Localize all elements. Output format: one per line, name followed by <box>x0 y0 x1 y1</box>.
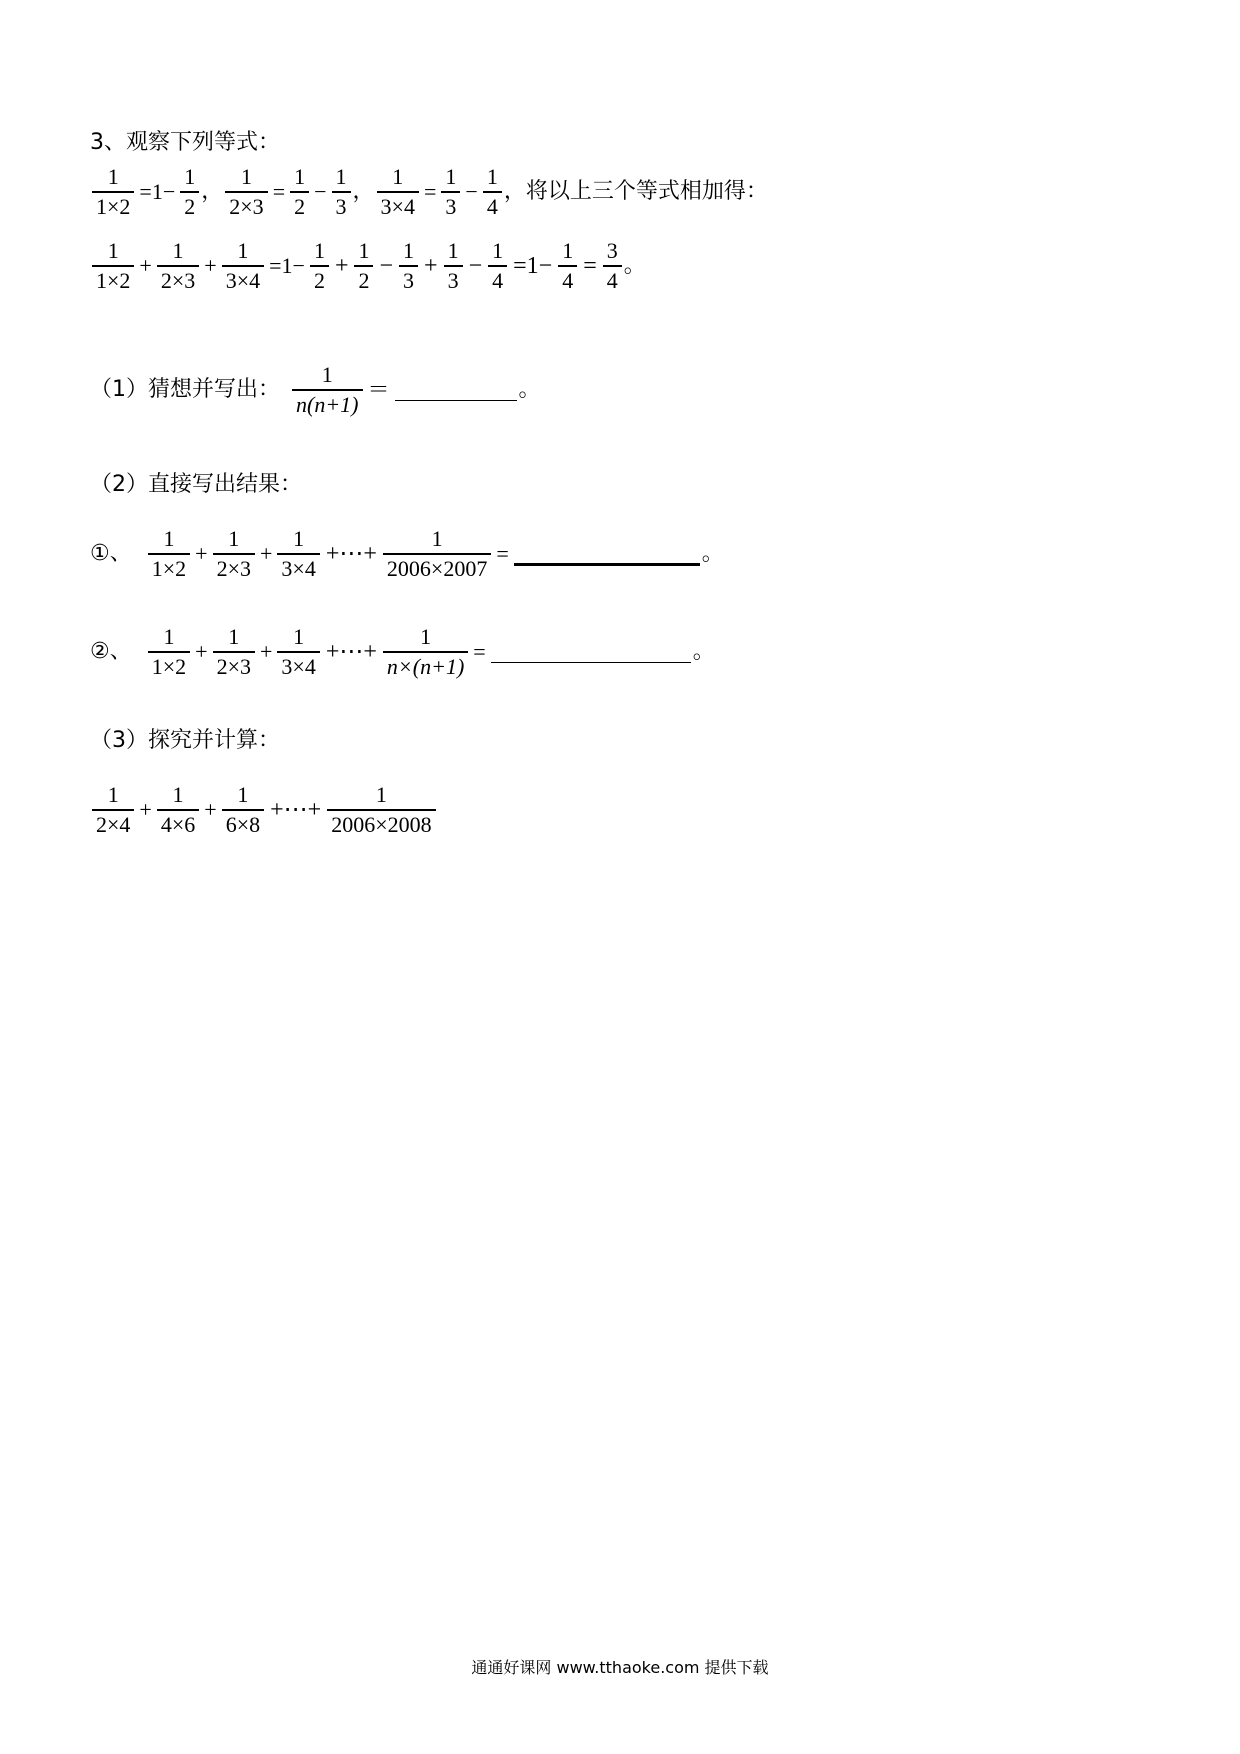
part-2-item-1: ①、 $\frac{1}{1\times 2}$ + $\frac{1}{2\times 3}$ + $\frac{1}{3\times 4}$ +⋯+ $\frac{1}{2006\times 2007}$ = 。 <box>90 526 724 581</box>
part-2-label: （2）直接写出结果： <box>90 472 302 497</box>
answer-blank[interactable] <box>514 541 700 566</box>
part-1-row: （1）猜想并写出： $\frac{1}{n(n+1)}$ ＝ 。 <box>90 362 541 417</box>
footer-credit: 通通好课网 www.tthaoke.com 提供下载 <box>471 1658 769 1677</box>
fraction: $\frac{1}{4\times 6}$ <box>157 784 199 836</box>
fraction: $\frac{1}{1\times 2}$ <box>92 240 134 292</box>
answer-blank[interactable] <box>395 378 517 401</box>
fraction: $\frac{1}{3\times 4}$ <box>222 240 264 292</box>
fraction: $\frac{1}{2\times 3}$ <box>157 240 199 292</box>
fraction: $\frac{1}{3}$ <box>441 166 460 218</box>
fraction: $\frac{1}{2\times 3}$ <box>213 626 255 678</box>
fraction: $\frac{1}{2006\times 2008}$ <box>327 784 435 836</box>
fraction: $\frac{1}{4}$ <box>488 240 507 292</box>
question-heading: 3、观察下列等式： <box>90 130 280 155</box>
part-2-item-2: ②、 $\frac{1}{1\times 2}$ + $\frac{1}{2\times 3}$ + $\frac{1}{3\times 4}$ +⋯+ $\frac{1}{n\times(n+1)}$ = 。 <box>90 624 715 679</box>
fraction: $\frac{1}{2}$ <box>354 240 373 292</box>
example-equations-row: $\frac{1}{1\times 2}$ =1− $\frac{1}{2}$ ， $\frac{1}{2\times 3}$ = $\frac{1}{2}$ − $\frac{1}{3}$ ， $\frac{1}{3\times 4}$ = $\frac{1}{3}$ − $\frac{1}{4}$ ，将以上三个等式相加得： <box>90 166 768 218</box>
fraction: $\frac{1}{3}$ <box>444 240 463 292</box>
fraction: $\frac{1}{4}$ <box>483 166 502 218</box>
fraction: $\frac{1}{2}$ <box>180 166 199 218</box>
answer-blank[interactable] <box>491 640 691 663</box>
fraction: $\frac{3}{4}$ <box>603 240 622 292</box>
fraction: $\frac{1}{3\times 4}$ <box>277 528 319 580</box>
fraction: $\frac{1}{3\times 4}$ <box>277 626 319 678</box>
fraction: $\frac{1}{1\times 2}$ <box>148 528 190 580</box>
fraction: $\frac{1}{n\times(n+1)}$ <box>383 626 468 678</box>
fraction: $\frac{1}{2006\times 2007}$ <box>383 528 491 580</box>
fraction: $\frac{1}{3\times 4}$ <box>377 166 419 218</box>
fraction: $\frac{1}{n(n+1)}$ <box>292 364 363 416</box>
fraction: $\frac{1}{3}$ <box>399 240 418 292</box>
fraction: $\frac{1}{6\times 8}$ <box>222 784 264 836</box>
fraction: $\frac{1}{2\times 3}$ <box>213 528 255 580</box>
fraction: $\frac{1}{2}$ <box>310 240 329 292</box>
sum-equation-row: $\frac{1}{1\times 2}$ + $\frac{1}{2\times 3}$ + $\frac{1}{3\times 4}$ =1− $\frac{1}{2}$ + $\frac{1}{2}$ − $\frac{1}{3}$ + $\frac{1}{3}$ − $\frac{1}{4}$ =1− $\frac{1}{4}$ = $\frac{3}{4}$ 。 <box>90 240 646 292</box>
fraction: $\frac{1}{1\times 2}$ <box>92 166 134 218</box>
part-3-expression: $\frac{1}{2\times 4}$ + $\frac{1}{4\times 6}$ + $\frac{1}{6\times 8}$ +⋯+ $\frac{1}{2006\times 2008}$ <box>90 784 438 836</box>
fraction: $\frac{1}{2}$ <box>290 166 309 218</box>
part-3-label: （3）探究并计算： <box>90 728 280 753</box>
fraction: $\frac{1}{1\times 2}$ <box>148 626 190 678</box>
fraction: $\frac{1}{4}$ <box>558 240 577 292</box>
fraction: $\frac{1}{3}$ <box>332 166 351 218</box>
fraction: $\frac{1}{2\times 4}$ <box>92 784 134 836</box>
fraction: $\frac{1}{2\times 3}$ <box>225 166 267 218</box>
